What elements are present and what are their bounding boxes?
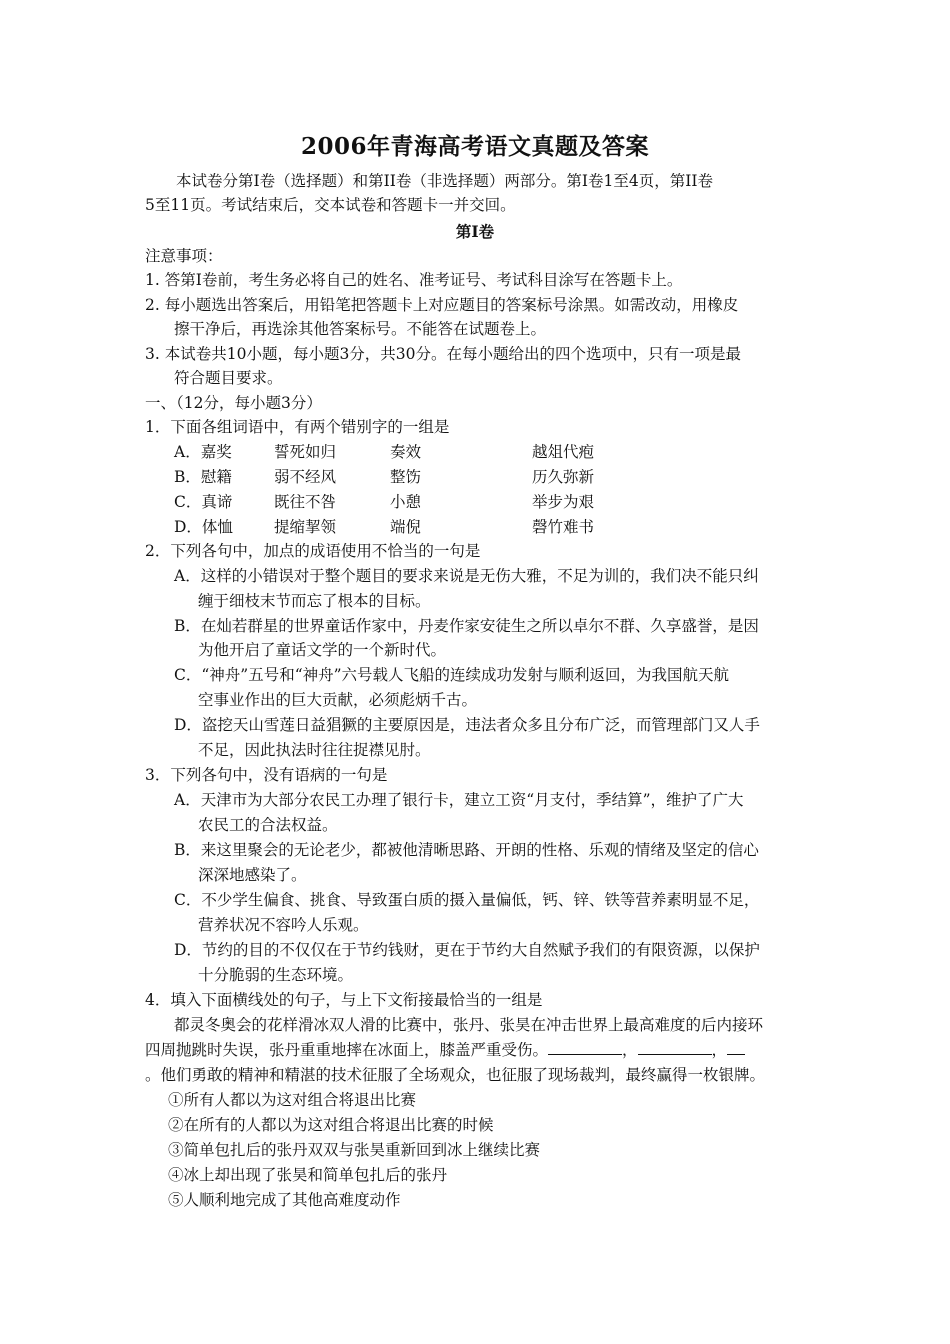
question-4-choice-1: ①所有人都以为这对组合将退出比赛 — [168, 1091, 417, 1109]
question-4-stem: 4．填入下面横线处的句子，与上下文衔接最恰当的一组是 — [145, 991, 543, 1009]
option-word: 磬竹难书 — [532, 518, 595, 536]
option-word: B．慰籍 — [174, 468, 232, 486]
notice-item-2-cont: 擦干净后，再选涂其他答案标号。不能答在试题卷上。 — [174, 320, 547, 338]
notice-heading: 注意事项： — [145, 247, 223, 265]
passage-text: 四周抛跳时失误，张丹重重地摔在冰面上，膝盖严重受伤。 — [145, 1041, 549, 1059]
option-word: 提缩挈领 — [274, 518, 337, 536]
option-word: 整饬 — [390, 468, 422, 486]
option-word: 举步为艰 — [532, 493, 595, 511]
question-2-option-a: A．这样的小错误对于整个题目的要求来说是无伤大雅，不足为训的，我们决不能只纠 — [174, 567, 759, 585]
option-word: D．体恤 — [174, 518, 233, 536]
question-2-option-d: D．盗挖天山雪莲日益猖獗的主要原因是，违法者众多且分布广泛，而管理部门又人手 — [174, 716, 760, 734]
blank-separator: ， — [711, 1041, 728, 1059]
answer-blank-2[interactable] — [638, 1038, 712, 1055]
question-4-passage-line-1: 都灵冬奥会的花样滑冰双人滑的比赛中，张丹、张昊在冲击世界上最高难度的后内接环 — [174, 1016, 764, 1034]
notice-item-3: 3. 本试卷共10小题，每小题3分，共30分。在每小题给出的四个选项中，只有一项是最 — [145, 345, 742, 363]
question-2-option-d-cont: 不足，因此执法时往往捉襟见肘。 — [198, 741, 431, 759]
intro-line-2: 5至11页。考试结束后，交本试卷和答题卡一并交回。 — [145, 196, 516, 214]
question-2-option-b-cont: 为他开启了童话文学的一个新时代。 — [198, 641, 447, 659]
option-word: 越俎代疱 — [532, 443, 595, 461]
option-word: 奏效 — [390, 443, 422, 461]
question-4-choice-3: ③简单包扎后的张丹双双与张昊重新回到冰上继续比赛 — [168, 1141, 541, 1159]
question-4-passage-line-3: 。他们勇敢的精神和精湛的技术征服了全场观众，也征服了现场裁判，最终赢得一枚银牌。 — [145, 1066, 766, 1084]
question-2-option-a-cont: 缠于细枝末节而忘了根本的目标。 — [198, 592, 431, 610]
notice-item-3-cont: 符合题目要求。 — [174, 369, 283, 387]
notice-item-1: 1. 答第Ⅰ卷前，考生务必将自己的姓名、准考证号、考试科目涂写在答题卡上。 — [145, 271, 683, 289]
question-3-option-d-cont: 十分脆弱的生态环境。 — [198, 966, 354, 984]
option-word: 历久弥新 — [532, 468, 595, 486]
option-word: 誓死如归 — [274, 443, 337, 461]
section-heading: 第Ⅰ卷 — [455, 222, 495, 241]
option-word: 既往不咎 — [274, 493, 337, 511]
question-2-option-c-cont: 空事业作出的巨大贡献，必须彪炳千古。 — [198, 691, 478, 709]
question-1-stem: 1．下面各组词语中，有两个错别字的一组是 — [145, 418, 450, 436]
question-2-option-b: B．在灿若群星的世界童话作家中，丹麦作家安徒生之所以卓尔不群、久享盛誉，是因 — [174, 617, 759, 635]
question-3-option-d: D．节约的目的不仅仅在于节约钱财，更在于节约大自然赋予我们的有限资源，以保护 — [174, 941, 760, 959]
question-3-option-b-cont: 深深地感染了。 — [198, 866, 307, 884]
option-word: 小憩 — [390, 493, 422, 511]
intro-line-1: 本试卷分第Ⅰ卷（选择题）和第II卷（非选择题）两部分。第Ⅰ卷1至4页，第II卷 — [176, 172, 713, 190]
question-4-choice-2: ②在所有的人都以为这对组合将退出比赛的时候 — [168, 1116, 494, 1134]
notice-item-2: 2. 每小题选出答案后，用铅笔把答题卡上对应题目的答案标号涂黑。如需改动，用橡皮 — [145, 296, 739, 314]
question-3-stem: 3．下列各句中，没有语病的一句是 — [145, 766, 388, 784]
question-2-option-c: C．“神舟”五号和“神舟”六号载人飞船的连续成功发射与顺利返回，为我国航天航 — [174, 666, 730, 684]
question-4-choice-5: ⑤人顺利地完成了其他高难度动作 — [168, 1191, 401, 1209]
question-3-option-b: B．来这里聚会的无论老少，都被他清晰思路、开朗的性格、乐观的情绪及坚定的信心 — [174, 841, 759, 859]
answer-blank-1[interactable] — [548, 1038, 622, 1055]
blank-separator: ， — [622, 1041, 638, 1059]
question-4-choice-4: ④冰上却出现了张昊和简单包扎后的张丹 — [168, 1166, 448, 1184]
question-2-stem: 2．下列各句中，加点的成语使用不恰当的一句是 — [145, 542, 481, 560]
question-3-option-c: C．不少学生偏食、挑食、导致蛋白质的摄入量偏低，钙、锌、铁等营养素明显不足， — [174, 891, 760, 909]
option-word: 弱不经风 — [274, 468, 337, 486]
question-4-passage-line-2 — [145, 1038, 745, 1062]
part-one-heading: 一、（12分，每小题3分） — [145, 394, 322, 412]
question-3-option-c-cont: 营养状况不容吟人乐观。 — [198, 916, 369, 934]
option-word: C．真谛 — [174, 493, 233, 511]
question-3-option-a-cont: 农民工的合法权益。 — [198, 816, 338, 834]
question-3-option-a: A．天津市为大部分农民工办理了银行卡，建立工资“月支付，季结算”，维护了广大 — [174, 791, 744, 809]
answer-blank-3[interactable] — [727, 1038, 745, 1055]
option-word: A．嘉奖 — [174, 443, 232, 461]
page-title: 2006年青海高考语文真题及答案 — [300, 133, 649, 160]
option-word: 端倪 — [390, 518, 422, 536]
